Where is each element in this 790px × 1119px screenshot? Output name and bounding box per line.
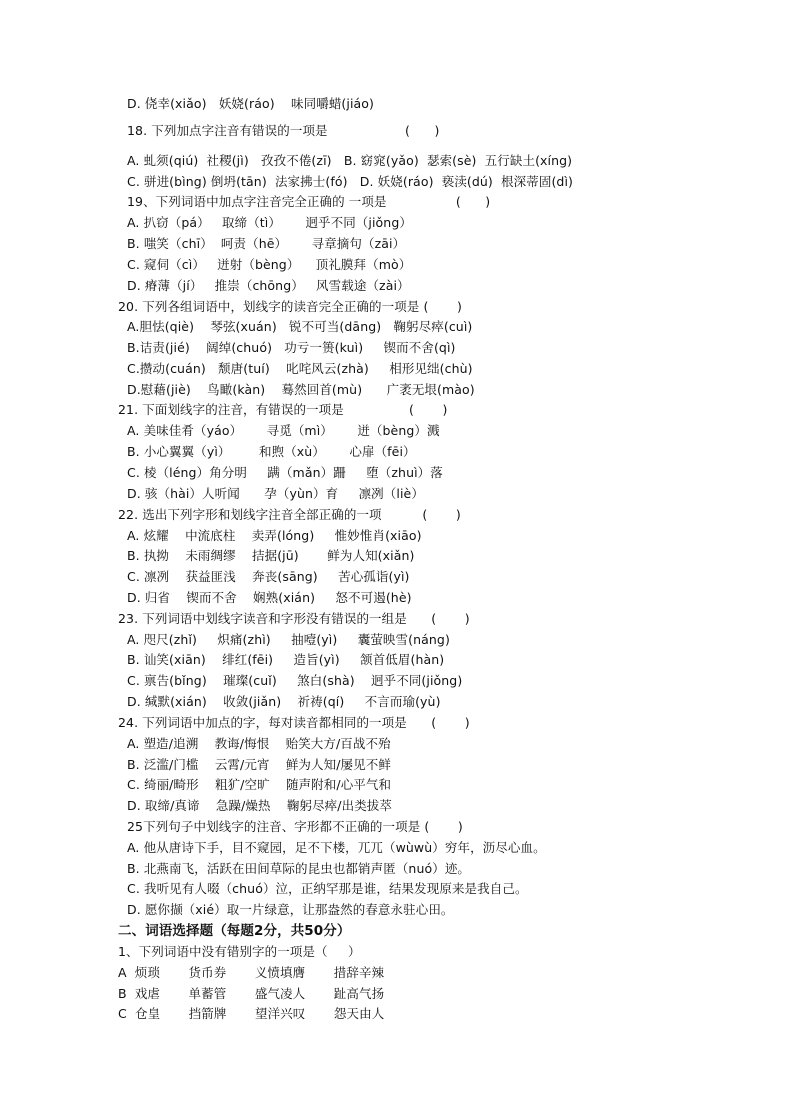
question-line: A. 炫耀 中流底柱 卖弄(lóng) 惟妙惟肖(xiāo) xyxy=(127,528,422,543)
question-line: C. 窥伺（cì） 迸射（bèng） 顶礼膜拜（mò） xyxy=(127,257,412,272)
question-line: D. 侥幸(xiǎo) 妖娆(ráo) 味同嚼蜡(jiáo) xyxy=(127,96,375,111)
question-line: A. 他从唐诗下手，目不窥园，足不下楼，兀兀（wùwù）穷年，沥尽心血。 xyxy=(127,840,546,855)
question-line: D. 愿你撷（xié）取一片绿意，让那盎然的春意永驻心田。 xyxy=(127,902,454,917)
question-line: A. 塑造/追溯 教诲/悔恨 贻笑大方/百战不殆 xyxy=(127,736,391,751)
question-line: C. 棱（léng）角分明 蹒（mǎn）跚 堕（zhuì）落 xyxy=(127,465,443,480)
question-line: C. 绮丽/畸形 粗犷/空旷 随声附和/心平气和 xyxy=(127,777,392,792)
question-line: D. 取缔/真谛 急躁/燥热 鞠躬尽瘁/出类拔萃 xyxy=(127,798,392,813)
question-line: 24. 下列词语中加点的字，每对读音都相同的一项是 ( ) xyxy=(118,715,470,730)
question-line: 1、下列词语中没有错别字的一项是（ ） xyxy=(118,944,361,959)
question-line: D. 缄默(xián) 收敛(jiǎn) 祈祷(qí) 不言而瑜(yù) xyxy=(127,694,441,709)
question-line: B. 执拗 未雨绸缪 拮据(jū) 鲜为人知(xiǎn) xyxy=(127,548,415,563)
question-line: 25下列句子中划线字的注音、字形都不正确的一项是 ( ) xyxy=(127,819,463,834)
question-line: B. 小心翼翼（yì） 和煦（xù） 心扉（fēi） xyxy=(127,444,416,459)
question-line: C. 凛冽 获益匪浅 奔丧(sāng) 苦心孤诣(yì) xyxy=(127,569,410,584)
question-line: B. 讪笑(xiān) 绯红(fēi) 造旨(yì) 颔首低眉(hàn) xyxy=(127,652,445,667)
question-line: C.攒动(cuán) 颓唐(tuí) 叱咤风云(zhà) 相形见绌(chù) xyxy=(127,361,473,376)
question-line: C. 骈进(bìng) 倒坍(tān) 法家拂士(fó) D. 妖娆(ráo) 亵渎(dú) 根深蒂固(dì) xyxy=(127,174,574,189)
question-line: D.慰藉(jiè) 鸟瞰(kàn) 蓦然回首(mù) 广袤无垠(mào) xyxy=(127,382,475,397)
question-line: 18. 下列加点字注音有错误的一项是 ( ) xyxy=(127,123,440,138)
question-line: D. 归省 锲而不舍 娴熟(xián) 怒不可遏(hè) xyxy=(127,590,412,605)
question-line: B. 北燕南飞，活跃在田间草际的昆虫也都销声匿（nuó）迹。 xyxy=(127,861,471,876)
question-line: A. 扒窃（pá） 取缔（tì） 迥乎不同（jiǒng） xyxy=(127,215,412,230)
question-line: A.胆怯(qiè) 琴弦(xuán) 锐不可当(dāng) 鞠躬尽瘁(cuì) xyxy=(127,319,473,334)
question-line: D. 骇（hài）人听闻 孕（yùn）育 凛冽（liè） xyxy=(127,486,424,501)
question-line: B. 嗤笑（chī） 呵责（hē） 寻章摘句（zāi） xyxy=(127,236,406,251)
question-line: B. 泛滥/门槛 云霄/元宵 鲜为人知/屡见不鲜 xyxy=(127,757,391,772)
question-line: C. 我听见有人啜（chuó）泣，正纳罕那是谁，结果发现原来是我自己。 xyxy=(127,881,528,896)
question-line: C. 禀告(bǐng) 璀璨(cuǐ) 煞白(shà) 迥乎不同(jiǒng) xyxy=(127,673,463,688)
question-line: A. 虬须(qiú) 社稷(jì) 孜孜不倦(zī) B. 窈窕(yǎo) 瑟索(sè) 五行缺土(xíng) xyxy=(127,153,573,168)
question-line: B.诘责(jié) 阔绰(chuó) 功亏一篑(kuì) 锲而不舍(qì) xyxy=(127,340,456,355)
question-line: D. 瘠薄（jí） 推崇（chōng） 风雪载途（zài） xyxy=(127,278,410,293)
question-line: 20. 下列各组词语中，划线字的读音完全正确的一项是 ( ) xyxy=(118,299,462,314)
question-line: 23. 下列词语中划线字读音和字形没有错误的一组是 ( ) xyxy=(118,611,470,626)
question-line: A. 美味佳肴（yáo） 寻觅（mì） 迸（bèng）溅 xyxy=(127,423,440,438)
question-line: A. 咫尺(zhǐ) 炽痛(zhì) 抽噎(yì) 囊萤映雪(náng) xyxy=(127,632,450,647)
question-line: B 戏虐 单蓄管 盛气凌人 趾高气扬 xyxy=(118,986,385,1001)
question-line: 21. 下面划线字的注音，有错误的一项是 ( ) xyxy=(118,402,448,417)
question-line: 19、下列词语中加点字注音完全正确的 一项是 ( ) xyxy=(127,194,491,209)
question-line: A 烦琐 货币券 义愤填膺 措辞辛辣 xyxy=(118,965,385,980)
section-heading: 二、词语选择题（每题2分，共50分） xyxy=(118,923,351,939)
question-line: 22. 选出下列字形和划线字注音全部正确的一项 ( ) xyxy=(118,507,461,522)
question-line: C 仓皇 挡箭牌 望洋兴叹 怨天由人 xyxy=(118,1006,385,1021)
